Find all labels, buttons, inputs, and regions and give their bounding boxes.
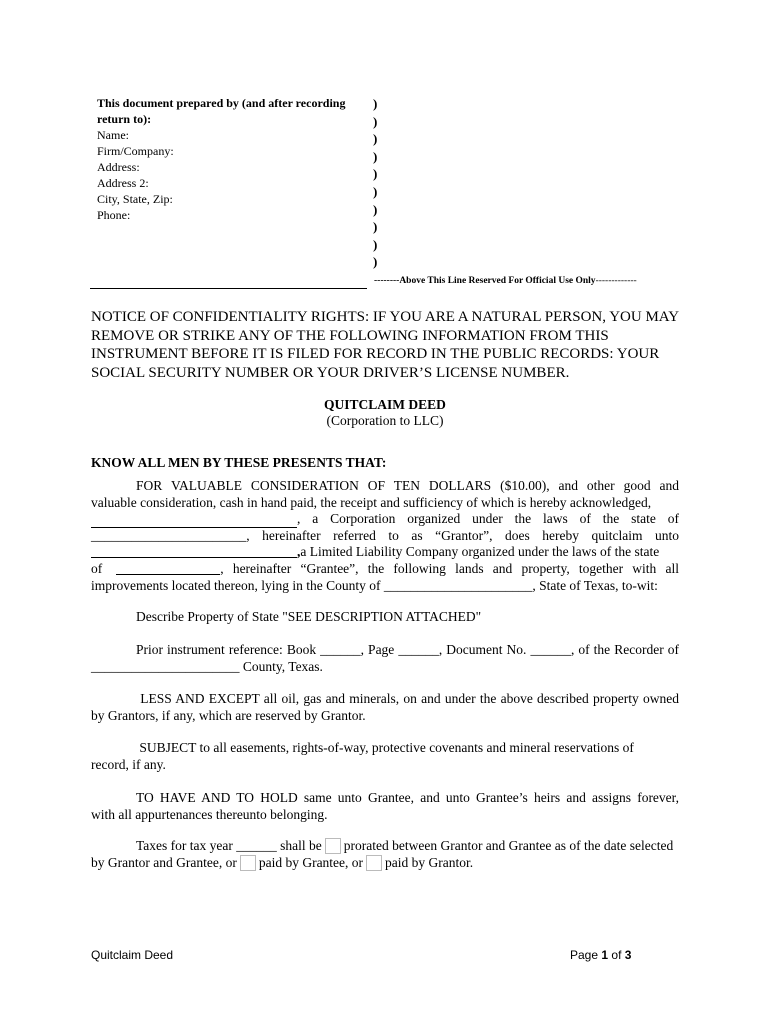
paid-by-grantor-checkbox[interactable] <box>366 855 382 871</box>
prepared-by-block <box>97 95 372 223</box>
paren: ) <box>373 219 378 235</box>
field-address: Address: <box>97 160 140 174</box>
paren: ) <box>373 113 378 129</box>
prior-line: ______________________ County, Texas. <box>91 658 323 674</box>
taxes-text: by Grantor and Grantee, or <box>91 854 237 870</box>
confidentiality-notice: NOTICE OF CONFIDENTIALITY RIGHTS: IF YOU ARE A NATURAL PERSON, YOU MAY REMOVE OR STRIKE ANY OF THE FOLLOWING INFORMATION FROM THIS INSTRUMENT BEFORE IT IS FILED FOR RECORD IN THE PUBLIC RECORDS: YOUR SOCIAL SECURITY NUMBER OR YOUR DRIVER’S LICENSE NUMBER. <box>91 309 679 381</box>
paren: ) <box>373 131 378 147</box>
paid-by-grantee-checkbox[interactable] <box>240 855 256 871</box>
subject-line: record, if any. <box>91 756 166 772</box>
consideration-line: , a Corporation organized under the laws of the state of <box>297 511 679 527</box>
page-total: 3 <box>624 948 632 962</box>
paren: ) <box>373 254 378 270</box>
footer-page-number <box>570 948 631 962</box>
of-word: of <box>611 948 622 962</box>
prepared-by-divider <box>90 288 367 289</box>
paren: ) <box>373 166 378 182</box>
consideration-line: a Limited Liability Company organized under the laws of the state <box>300 544 660 560</box>
prepared-by-heading-2: return to): <box>97 112 152 126</box>
field-name: Name: <box>97 128 129 142</box>
to-have-line: TO HAVE AND TO HOLD same unto Grantee, and unto Grantee’s heirs and assigns forever, <box>136 790 679 805</box>
paren: ) <box>373 183 378 199</box>
less-and-except <box>91 691 679 724</box>
official-use-notice <box>374 276 637 286</box>
document-subtitle: (Corporation to LLC) <box>326 413 444 428</box>
paren: ) <box>373 236 378 252</box>
prior-line: Prior instrument reference: Book ______, Page ______, Document No. ______, of the Recorder of <box>136 642 679 657</box>
dash-left: -------- <box>374 276 400 286</box>
taxes-clause <box>91 838 679 871</box>
field-address2: Address 2: <box>97 176 149 190</box>
less-except-line: by Grantors, if any, which are reserved by Grantor. <box>91 707 366 723</box>
to-have-line: with all appurtenances thereunto belonging. <box>91 806 328 822</box>
subject-clause <box>91 740 679 773</box>
grantee-name-blank[interactable] <box>91 544 297 558</box>
consideration-line: valuable consideration, cash in hand paid, the receipt and sufficiency of which is hereby acknowledged, <box>91 494 652 510</box>
paren-column <box>373 95 377 271</box>
page-current: 1 <box>601 948 609 962</box>
taxes-text: paid by Grantee, or <box>258 854 364 870</box>
grantee-state-blank[interactable] <box>116 561 220 575</box>
paren: ) <box>373 148 378 164</box>
habendum-clause <box>91 790 679 823</box>
page-word: Page <box>570 948 599 962</box>
grantor-name-blank[interactable] <box>91 514 297 528</box>
less-except-line: LESS AND EXCEPT all oil, gas and minerals, on and under the above described property owned <box>136 691 679 706</box>
taxes-text: paid by Grantor. <box>385 854 474 870</box>
paren: ) <box>373 96 378 111</box>
subject-line: SUBJECT to all easements, rights-of-way, protective covenants and mineral reservations of <box>136 740 634 755</box>
field-phone: Phone: <box>97 208 131 222</box>
dash-right: ------------- <box>595 276 637 286</box>
taxes-text: prorated between Grantor and Grantee as of the date selected <box>343 838 674 853</box>
consideration-line: FOR VALUABLE CONSIDERATION OF TEN DOLLARS ($10.00), and other good and <box>136 478 679 493</box>
consideration-line: of <box>91 560 103 576</box>
consideration-line: , hereinafter “Grantee”, the following lands and property, together with all <box>220 560 679 576</box>
taxes-text: Taxes for tax year ______ shall be <box>136 838 322 853</box>
consideration-line: _______________________, hereinafter referred to as “Grantor”, does hereby quitclaim unto <box>91 527 679 543</box>
consideration-paragraph <box>91 478 679 594</box>
document-title: QUITCLAIM DEED <box>324 397 446 412</box>
prior-instrument <box>91 642 679 675</box>
describe-property: Describe Property of State "SEE DESCRIPTION ATTACHED" <box>136 609 482 624</box>
prepared-by-heading: This document prepared by (and after recording <box>97 96 346 110</box>
paren: ) <box>373 201 378 217</box>
field-firm: Firm/Company: <box>97 144 174 158</box>
comma: , <box>297 544 301 560</box>
footer-title: Quitclaim Deed <box>91 948 174 962</box>
consideration-line: improvements located thereon, lying in the County of ______________________, State of Texas, to-wit: <box>91 577 658 593</box>
official-use-text: Above This Line Reserved For Official Use Only <box>399 276 596 286</box>
know-all-heading: KNOW ALL MEN BY THESE PRESENTS THAT: <box>91 455 387 470</box>
field-city-state-zip: City, State, Zip: <box>97 192 173 206</box>
prorated-checkbox[interactable] <box>325 838 341 854</box>
